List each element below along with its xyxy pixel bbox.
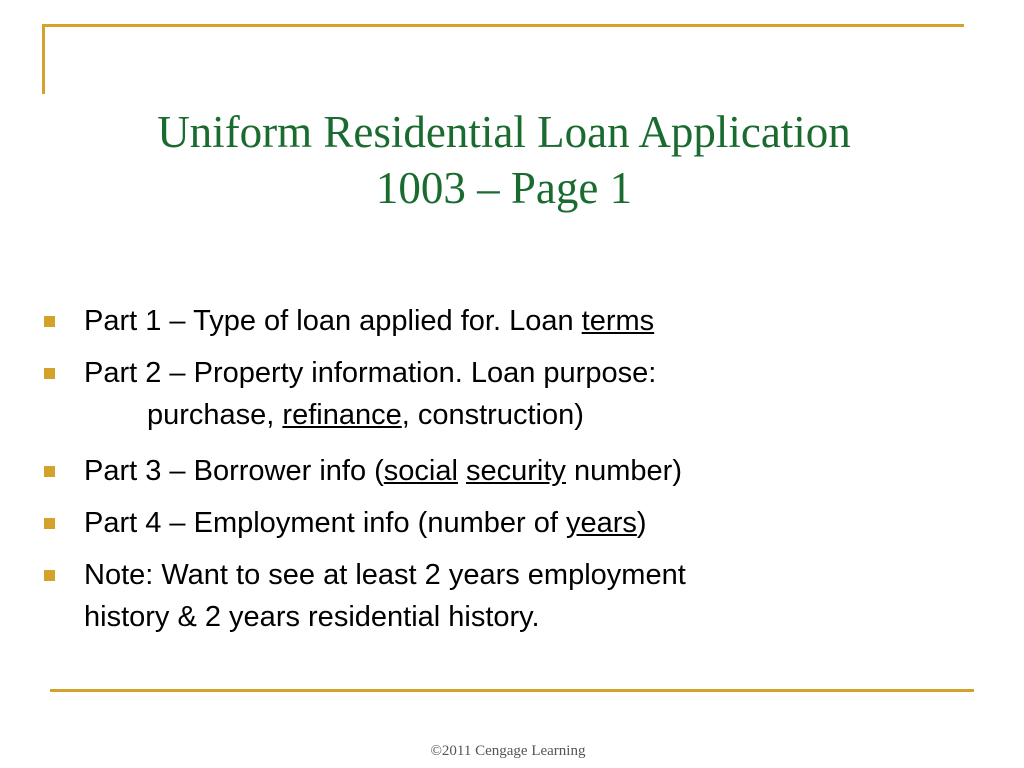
bullet-square-icon [44,518,55,529]
bullet-text: , construction) [401,399,584,431]
bullet-part-1 [42,300,962,342]
bullet-text: purchase, [147,399,283,431]
social-link[interactable]: social [383,455,458,487]
bullet-text: Note: Want to see at least 2 years employment [84,559,686,591]
bullet-square-icon [44,466,55,477]
bullet-text: Part 3 – Borrower info ( [84,455,384,487]
bullet-square-icon [44,368,55,379]
title-line-2: 1003 – Page 1 [375,163,633,213]
refinance-link[interactable]: refinance [282,399,402,431]
bullet-part-4 [42,502,962,544]
frame-top-rule [42,24,964,27]
bullet-square-icon [44,570,55,581]
bullet-text: ) [636,507,647,539]
slide-title [0,104,1008,216]
bullet-part-3 [42,450,962,492]
bullet-note [42,554,962,638]
bullet-text: history & 2 years residential history. [84,601,540,633]
title-line-1: Uniform Residential Loan Application [157,107,851,157]
bullet-text: Part 4 – Employment info (number of [84,507,566,539]
bullet-square-icon [44,316,55,327]
terms-link[interactable]: terms [581,305,655,337]
years-link[interactable]: years [565,507,637,539]
footer-rule [50,689,974,692]
bullet-list [42,300,962,648]
frame-left-rule [42,24,45,94]
footer-copyright: ©2011 Cengage Learning [430,743,586,759]
bullet-text: number) [565,455,682,487]
bullet-part-2 [42,352,962,436]
bullet-continuation [84,394,962,436]
security-link[interactable]: security [466,455,566,487]
bullet-text: Part 2 – Property information. Loan purpose: [84,357,657,389]
bullet-text: Part 1 – Type of loan applied for. Loan [84,305,582,337]
